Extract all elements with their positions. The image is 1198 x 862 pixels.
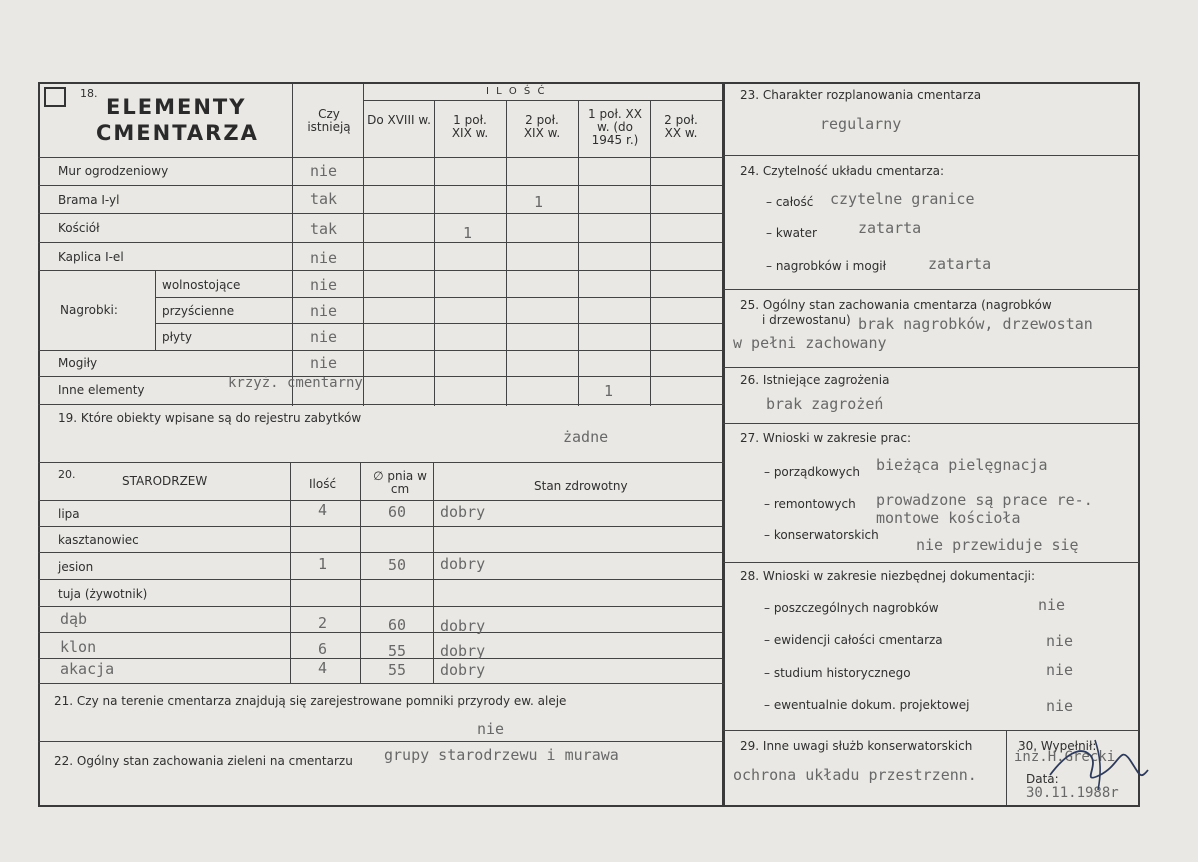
trees-col-diameter: ∅ pnia w cm xyxy=(373,469,427,496)
col-period-0: Do XVIII w. xyxy=(367,113,431,127)
tree-diameter-6: 55 xyxy=(388,661,407,679)
col-exists-header: Czy istnieją xyxy=(307,107,351,134)
row-exists-4: nie xyxy=(310,276,338,294)
q24-graves-label: – nagrobków i mogił xyxy=(766,259,887,273)
q28-item-value-3: nie xyxy=(1046,697,1074,715)
tree-diameter-0: 60 xyxy=(388,503,407,521)
tree-health-5: dobry xyxy=(440,642,486,660)
q30-filled-value: inż.H.Grecki xyxy=(1014,749,1116,765)
tree-name-0: lipa xyxy=(58,507,80,521)
q25-value-1: brak nagrobków, drzewostan xyxy=(858,315,1093,333)
q22-value: grupy starodrzewu i murawa xyxy=(384,746,619,764)
q25-label-2: i drzewostanu) xyxy=(762,313,851,327)
elements-number: 18. xyxy=(80,87,98,100)
tree-diameter-4: 60 xyxy=(388,616,407,634)
trees-number: 20. xyxy=(58,468,76,481)
elements-title-1: ELEMENTY xyxy=(106,95,247,119)
trees-col-health: Stan zdrowotny xyxy=(534,479,628,493)
row-exists-1: tak xyxy=(310,190,338,208)
tree-name-6: akacja xyxy=(60,660,115,678)
q28-item-label-3: – ewentualnie dokum. projektowej xyxy=(764,698,970,712)
signature-scribble xyxy=(1040,735,1150,795)
elements-title-2: CMENTARZA xyxy=(96,121,259,145)
ilosc-header: I L O Ś Ć xyxy=(486,86,547,97)
row-label-3: Kaplica I-el xyxy=(58,250,124,264)
q30-date-value: 30.11.1988r xyxy=(1026,785,1119,801)
q27-order-value: bieżąca pielęgnacja xyxy=(876,456,1048,474)
nagrobki-label: Nagrobki: xyxy=(60,303,118,317)
tree-health-0: dobry xyxy=(440,503,486,521)
q28-item-label-2: – studium historycznego xyxy=(764,666,911,680)
section-marker xyxy=(44,87,66,107)
trees-col-count: Ilość xyxy=(309,477,337,491)
row-exists-5: nie xyxy=(310,302,338,320)
q24-whole-label: – całość xyxy=(766,195,814,209)
tree-count-4: 2 xyxy=(318,614,328,632)
row-exists-8: krzyż. cmentarny xyxy=(228,375,363,391)
q24-label: 24. Czytelność układu cmentarza: xyxy=(740,164,945,178)
q21-label: 21. Czy na terenie cmentarza znajdują się zarejestrowane pomniki przyrody ew. aleje xyxy=(54,694,567,708)
q30-date-label: Data: xyxy=(1026,772,1059,786)
row-label-0: Mur ogrodzeniowy xyxy=(58,164,169,178)
q28-item-label-1: – ewidencji całości cmentarza xyxy=(764,633,943,647)
q27-conserv-label: – konserwatorskich xyxy=(764,528,879,542)
register-value: żadne xyxy=(563,428,609,446)
q24-quarters-value: zatarta xyxy=(858,219,922,237)
row-label-1: Brama I-yl xyxy=(58,193,120,207)
q28-label: 28. Wnioski w zakresie niezbędnej dokumentacji: xyxy=(740,569,1036,583)
row-exists-6: nie xyxy=(310,328,338,346)
q29-label: 29. Inne uwagi służb konserwatorskich xyxy=(740,739,973,753)
tree-name-4: dąb xyxy=(60,610,88,628)
tree-count-5: 6 xyxy=(318,640,328,658)
q27-conserv-value: nie przewiduje się xyxy=(916,536,1079,554)
q27-repair-value-2: montowe kościoła xyxy=(876,509,1021,527)
col-period-1: 1 poł. XIX w. xyxy=(451,113,489,140)
tree-name-2: jesion xyxy=(58,560,94,574)
row-exists-2: tak xyxy=(310,220,338,238)
q25-label-1: 25. Ogólny stan zachowania cmentarza (nagrobków xyxy=(740,298,1052,312)
q26-value: brak zagrożeń xyxy=(766,395,884,413)
tree-name-5: klon xyxy=(60,638,97,656)
col-period-2: 2 poł. XIX w. xyxy=(523,113,561,140)
q27-repair-value-1: prowadzone są prace re-. xyxy=(876,491,1093,509)
row-exists-7: nie xyxy=(310,354,338,372)
q27-label: 27. Wnioski w zakresie prac: xyxy=(740,431,912,445)
row-label-8: Inne elementy xyxy=(58,383,145,397)
q26-label: 26. Istniejące zagrożenia xyxy=(740,373,890,387)
q24-whole-value: czytelne granice xyxy=(830,190,975,208)
q28-item-label-0: – poszczególnych nagrobków xyxy=(764,601,939,615)
q28-item-value-0: nie xyxy=(1038,596,1066,614)
tree-count-6: 4 xyxy=(318,659,328,677)
q23-label: 23. Charakter rozplanowania cmentarza xyxy=(740,88,982,102)
row-exists-0: nie xyxy=(310,162,338,180)
q21-value: nie xyxy=(477,720,505,738)
row-label-5: przyścienne xyxy=(162,304,235,318)
row-exists-3: nie xyxy=(310,249,338,267)
q22-label: 22. Ogólny stan zachowania zieleni na cmentarzu xyxy=(54,754,353,768)
tree-health-2: dobry xyxy=(440,555,486,573)
row-label-4: wolnostojące xyxy=(162,278,241,292)
tree-diameter-5: 55 xyxy=(388,642,407,660)
q30-filled-label: 30. Wypełnił: xyxy=(1018,739,1097,753)
register-label: 19. Które obiekty wpisane są do rejestru zabytków xyxy=(58,411,362,425)
tree-count-0: 4 xyxy=(318,501,328,519)
q28-item-value-1: nie xyxy=(1046,632,1074,650)
tree-count-2: 1 xyxy=(318,555,328,573)
tree-diameter-2: 50 xyxy=(388,556,407,574)
q25-value-2: w pełni zachowany xyxy=(733,334,887,352)
col-period-4: 2 poł. XX w. xyxy=(664,113,698,140)
tree-health-6: dobry xyxy=(440,661,486,679)
q28-item-value-2: nie xyxy=(1046,661,1074,679)
row-label-2: Kościół xyxy=(58,221,100,235)
q23-value: regularny xyxy=(820,115,902,133)
q24-graves-value: zatarta xyxy=(928,255,992,273)
tree-name-3: tuja (żywotnik) xyxy=(58,587,148,601)
tree-health-4: dobry xyxy=(440,617,486,635)
q29-value: ochrona układu przestrzenn. xyxy=(733,766,977,784)
q27-repair-label: – remontowych xyxy=(764,497,856,511)
trees-title: STARODRZEW xyxy=(122,474,208,488)
row-label-6: płyty xyxy=(162,330,192,344)
row-value-1: 1 xyxy=(534,193,544,211)
row-value-8: 1 xyxy=(604,382,614,400)
q27-order-label: – porządkowych xyxy=(764,465,860,479)
q24-quarters-label: – kwater xyxy=(766,226,817,240)
row-label-7: Mogiły xyxy=(58,356,98,370)
row-value-2: 1 xyxy=(463,224,473,242)
tree-name-1: kasztanowiec xyxy=(58,533,139,547)
col-period-3: 1 poł. XX w. (do 1945 r.) xyxy=(588,107,642,147)
